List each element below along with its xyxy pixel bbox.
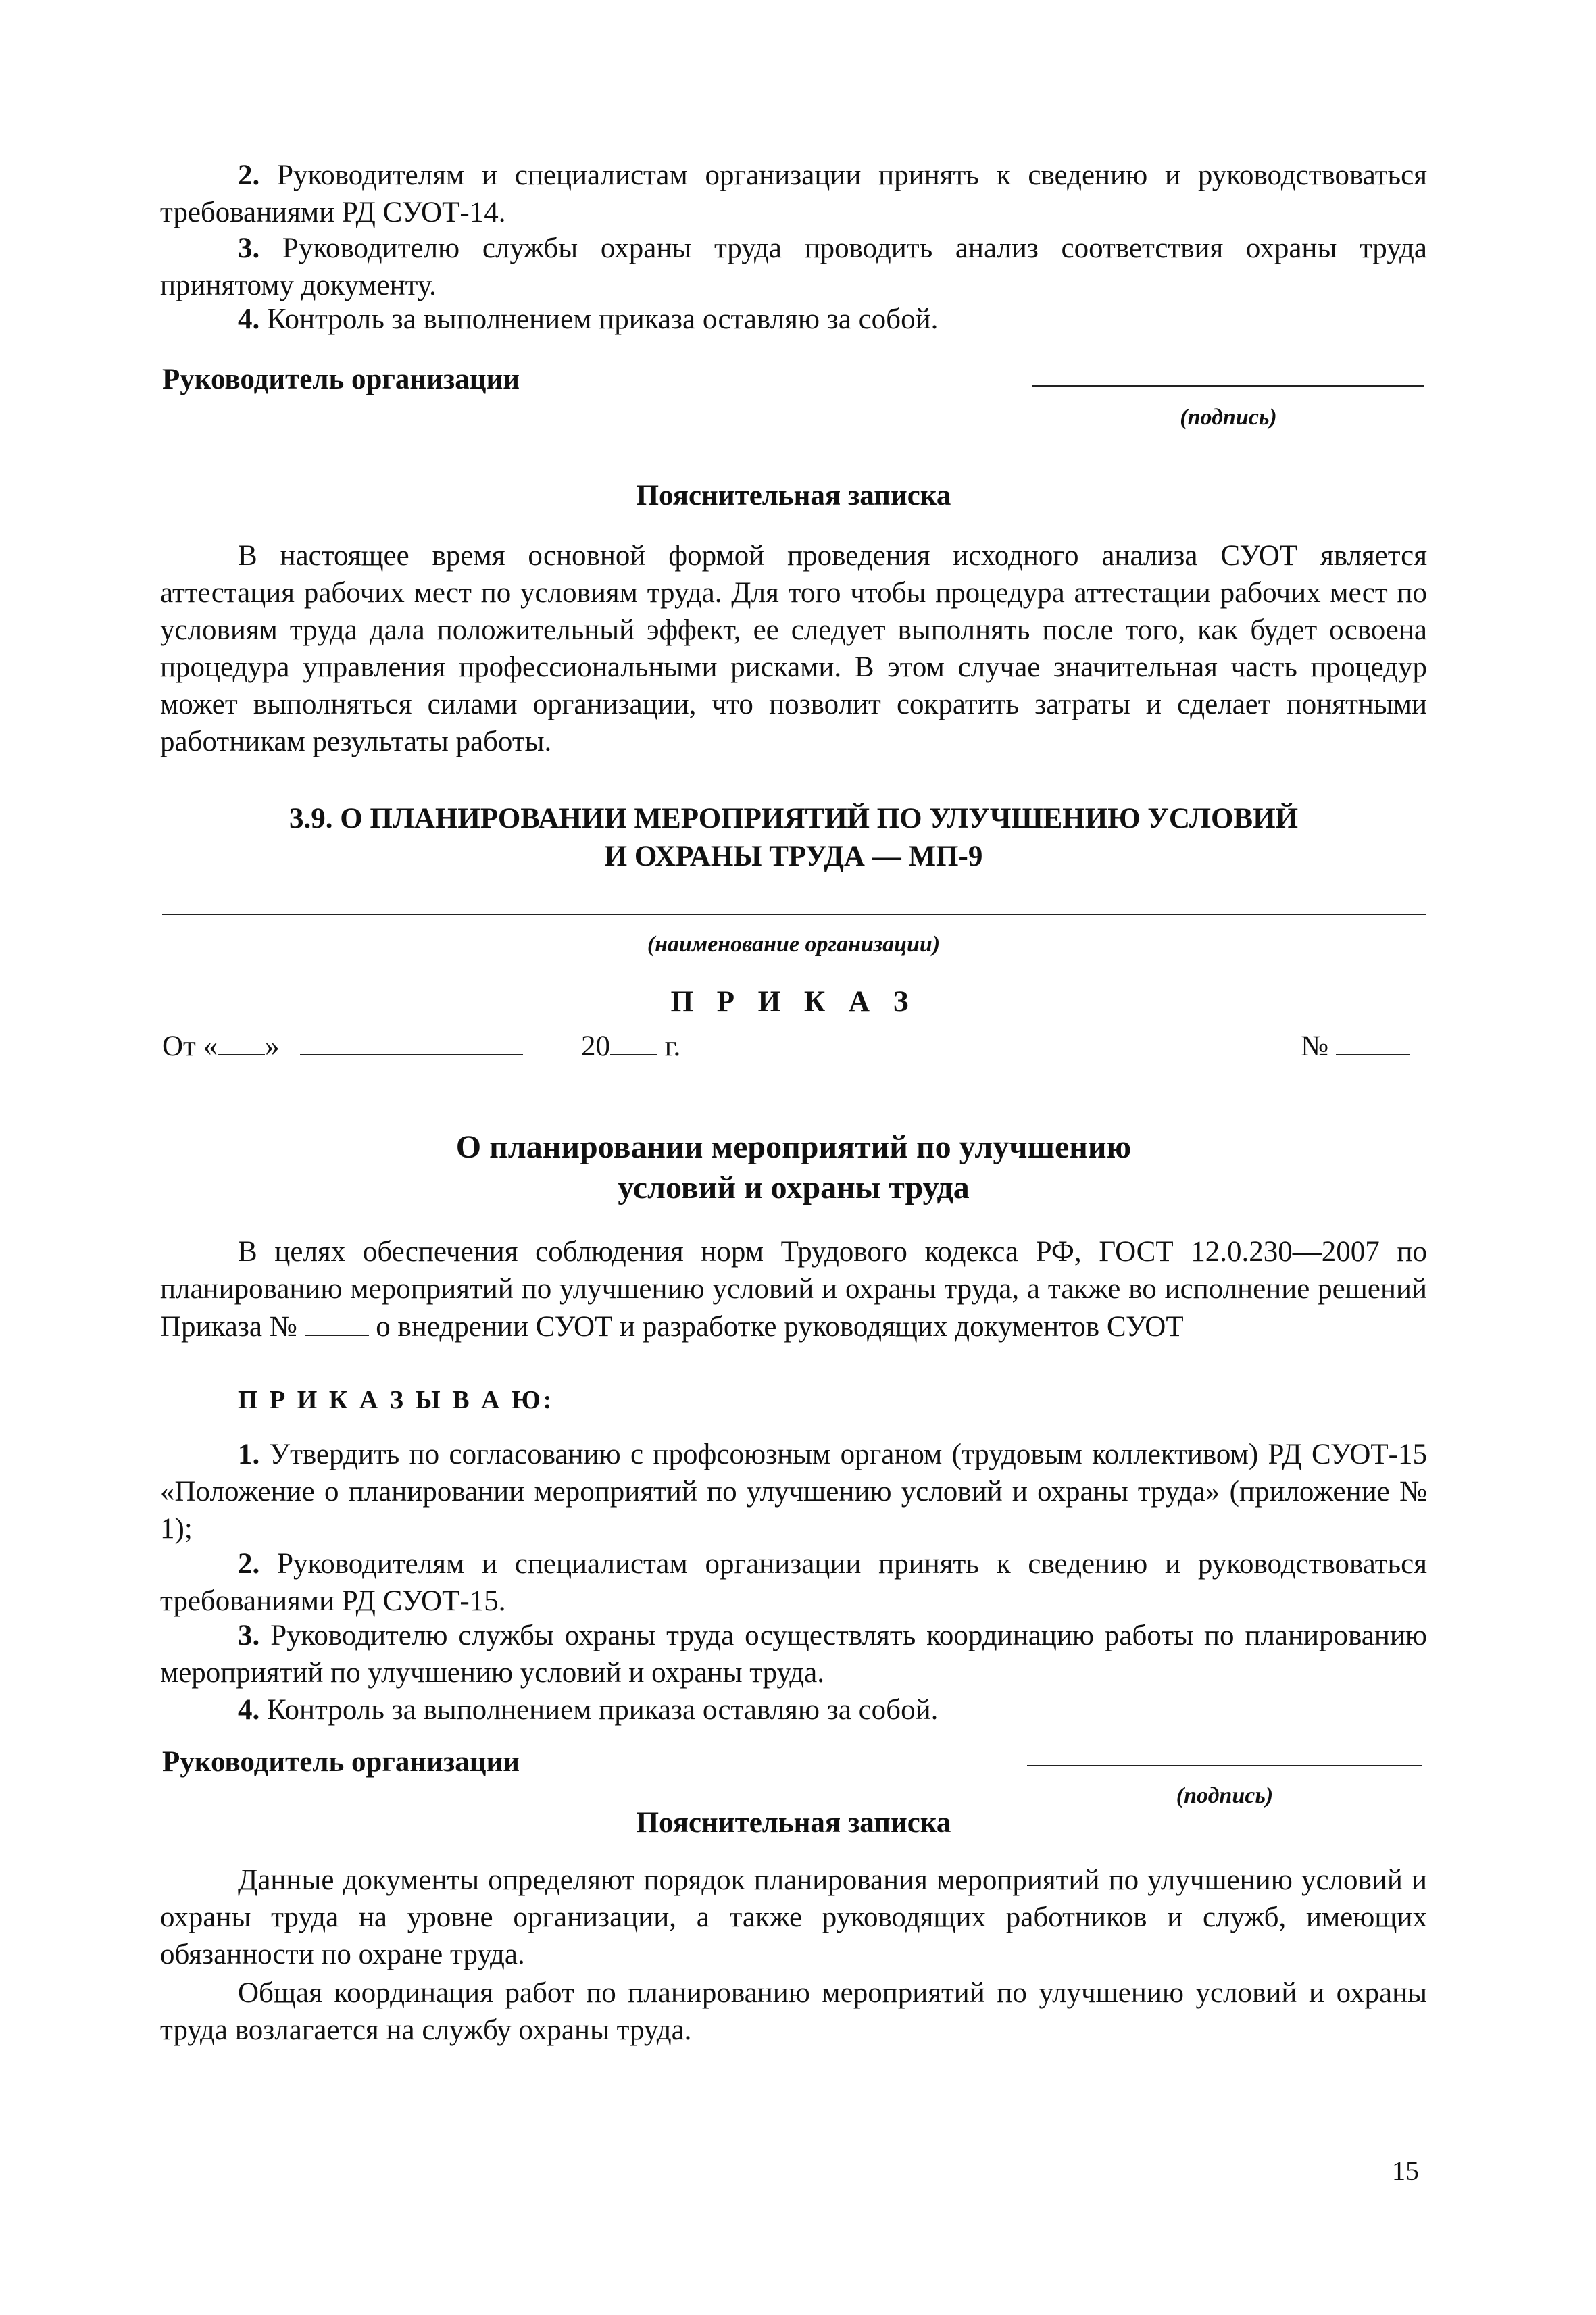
item-number: 4.	[238, 1694, 260, 1726]
top-item-3	[160, 230, 1427, 304]
signature-line	[1027, 1765, 1422, 1766]
year-suffix: г.	[657, 1030, 681, 1062]
preamble-text: В целях обеспечения соблюдения норм Трудового кодекса РФ, ГОСТ 12.0.230—2007 по планированию мероприятий по улучшению условий и охраны труда, а также во исполнение решений Приказа №	[160, 1236, 1427, 1343]
order-verb: П Р И К А З Ы В А Ю:	[238, 1386, 555, 1414]
org-caption: (наименование организации)	[647, 932, 941, 957]
signer-label: Руководитель организации	[162, 364, 520, 395]
year-field	[581, 1027, 680, 1065]
order-number-field	[1301, 1027, 1410, 1065]
section-title-line2: И ОХРАНЫ ТРУДА — МП-9	[604, 841, 983, 872]
note-para-1: Данные документы определяют порядок планирования мероприятий по улучшению условий и охраны труда на уровне организации, а также руководящих работников и служб, имеющих обязанности по охране труда.	[160, 1864, 1427, 1970]
year-blank	[610, 1027, 657, 1055]
order-item-3	[160, 1617, 1427, 1691]
signature-caption: (подпись)	[1176, 1783, 1274, 1808]
date-close: »	[265, 1030, 280, 1062]
order-item-4	[160, 1691, 1427, 1728]
year-prefix: 20	[581, 1030, 610, 1062]
item-text: Руководителю службы охраны труда проводить анализ соответствия охраны труда принятому документу.	[160, 232, 1427, 301]
preamble-text: о внедрении СУОТ и разработке руководящих документов СУОТ	[368, 1311, 1184, 1343]
org-name-line	[162, 914, 1426, 915]
item-text: Утвердить по согласованию с профсоюзным органом (трудовым коллективом) РД СУОТ-15 «Положение о планировании мероприятий по улучшению условий и охраны труда» (приложение № 1);	[160, 1439, 1427, 1545]
item-text: Контроль за выполнением приказа оставляю за собой.	[259, 303, 939, 335]
order-item-2	[160, 1545, 1427, 1620]
number-blank	[1336, 1027, 1410, 1055]
item-text: Руководителям и специалистам организации принять к сведению и руководствоваться требованиями РД СУОТ-15.	[160, 1548, 1427, 1617]
section-title-line1: 3.9. О ПЛАНИРОВАНИИ МЕРОПРИЯТИЙ ПО УЛУЧШЕНИЮ УСЛОВИЙ	[289, 803, 1298, 835]
note-title: Пояснительная записка	[636, 1807, 951, 1839]
number-sign: №	[1301, 1030, 1329, 1062]
preamble	[160, 1233, 1427, 1345]
item-number: 2.	[238, 159, 260, 191]
item-number: 3.	[238, 1620, 260, 1651]
month-blank	[300, 1027, 523, 1055]
item-text: Контроль за выполнением приказа оставляю за собой.	[259, 1694, 939, 1726]
signature-line	[1032, 385, 1424, 387]
date-prefix: От «	[162, 1030, 218, 1062]
note-para-2: Общая координация работ по планированию мероприятий по улучшению условий и охраны труда возлагается на службу охраны труда.	[160, 1977, 1427, 2046]
order-item-1	[160, 1436, 1427, 1547]
order-title-line2: условий и охраны труда	[618, 1170, 970, 1205]
note-title: Пояснительная записка	[636, 480, 951, 512]
signature-caption: (подпись)	[1180, 405, 1277, 430]
order-title-line1: О планировании мероприятий по улучшению	[455, 1129, 1132, 1165]
top-item-2	[160, 157, 1427, 231]
page-number: 15	[1392, 2156, 1419, 2186]
note-text: В настоящее время основной формой проведения исходного анализа СУОТ является аттестация рабочих мест по условиям труда. Для того чтобы процедура аттестации рабочих мест по условиям труда дала положительный эффект, ее следует выполнять после того, как будет освоена процедура управления профессиональными рисками. В этом случае значительная часть процедур может выполняться силами организации, что позволит сократить затраты и сделает понятными работникам результаты работы.	[160, 540, 1427, 757]
signer-label: Руководитель организации	[162, 1746, 520, 1778]
date-line	[162, 1027, 523, 1065]
order-ref-blank	[305, 1308, 369, 1336]
item-number: 2.	[238, 1548, 260, 1580]
item-text: Руководителю службы охраны труда осуществлять координацию работы по планированию мероприятий по улучшению условий и охраны труда.	[160, 1620, 1427, 1689]
top-item-4	[160, 301, 1427, 338]
order-word: П Р И К А З	[670, 986, 917, 1018]
day-blank	[218, 1027, 265, 1055]
item-number: 4.	[238, 303, 260, 335]
item-text: Руководителям и специалистам организации принять к сведению и руководствоваться требованиями РД СУОТ-14.	[160, 159, 1427, 228]
item-number: 3.	[238, 232, 260, 264]
item-number: 1.	[238, 1439, 260, 1470]
